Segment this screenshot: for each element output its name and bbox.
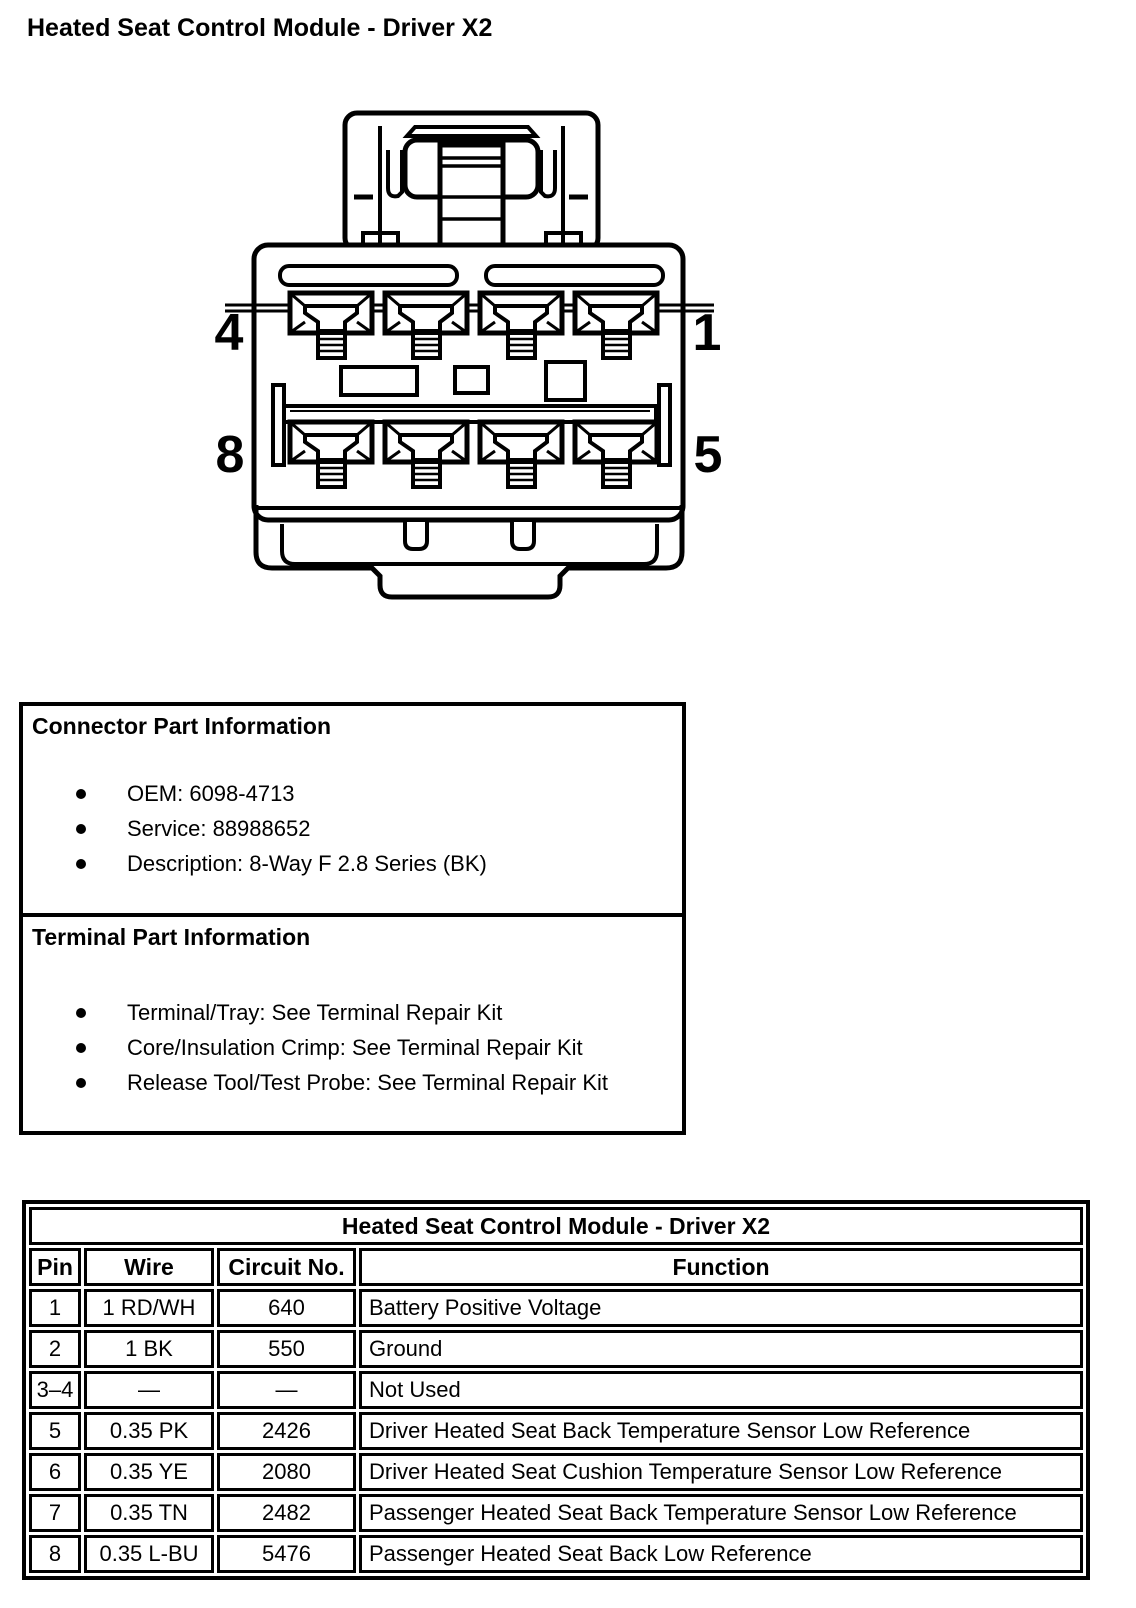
list-item: OEM: 6098-4713 bbox=[23, 776, 682, 811]
bullet-icon bbox=[76, 824, 86, 834]
bullet-icon bbox=[76, 1043, 86, 1053]
col-header-circuit: Circuit No. bbox=[217, 1248, 356, 1286]
connector-part-info-box bbox=[19, 702, 686, 917]
function-cell: Driver Heated Seat Back Temperature Sensor Low Reference bbox=[359, 1412, 1083, 1450]
bullet-icon bbox=[76, 859, 86, 869]
col-header-pin: Pin bbox=[29, 1248, 81, 1286]
circuit-cell: 550 bbox=[217, 1330, 356, 1368]
circuit-cell: 640 bbox=[217, 1289, 356, 1327]
part-information-panel bbox=[19, 702, 686, 1135]
pin-label-5: 5 bbox=[693, 426, 723, 484]
pin-cell: 8 bbox=[29, 1535, 81, 1573]
list-item: Release Tool/Test Probe: See Terminal Repair Kit bbox=[23, 1065, 682, 1100]
table-title-row bbox=[29, 1207, 1083, 1245]
circuit-cell: 5476 bbox=[217, 1535, 356, 1573]
function-cell: Passenger Heated Seat Back Temperature Sensor Low Reference bbox=[359, 1494, 1083, 1532]
pinout-table-section bbox=[22, 1200, 1090, 1580]
table-row bbox=[29, 1289, 1083, 1327]
wire-cell: 0.35 TN bbox=[84, 1494, 214, 1532]
terminal-part-info-box bbox=[19, 913, 686, 1135]
table-header-row bbox=[29, 1248, 1083, 1286]
circuit-cell: 2482 bbox=[217, 1494, 356, 1532]
pin-label-1: 1 bbox=[692, 304, 722, 362]
pin-cell: 7 bbox=[29, 1494, 81, 1532]
function-cell: Not Used bbox=[359, 1371, 1083, 1409]
list-item: Description: 8-Way F 2.8 Series (BK) bbox=[23, 846, 682, 881]
pin-cell: 6 bbox=[29, 1453, 81, 1491]
bullet-icon bbox=[76, 789, 86, 799]
list-item: Service: 88988652 bbox=[23, 811, 682, 846]
circuit-cell: 2426 bbox=[217, 1412, 356, 1450]
terminal-part-info-list bbox=[23, 995, 682, 1100]
pin-label-4: 4 bbox=[214, 304, 244, 362]
bullet-icon bbox=[76, 1008, 86, 1018]
connector-body bbox=[225, 245, 714, 520]
table-row bbox=[29, 1494, 1083, 1532]
col-header-wire: Wire bbox=[84, 1248, 214, 1286]
circuit-cell: 2080 bbox=[217, 1453, 356, 1491]
function-cell: Driver Heated Seat Cushion Temperature Sensor Low Reference bbox=[359, 1453, 1083, 1491]
pin-cell: 5 bbox=[29, 1412, 81, 1450]
table-row bbox=[29, 1453, 1083, 1491]
table-row bbox=[29, 1535, 1083, 1573]
pin-cell: 2 bbox=[29, 1330, 81, 1368]
table-row bbox=[29, 1371, 1083, 1409]
pin-cell: 3–4 bbox=[29, 1371, 81, 1409]
function-cell: Battery Positive Voltage bbox=[359, 1289, 1083, 1327]
pinout-table bbox=[22, 1200, 1090, 1580]
wire-cell: 1 RD/WH bbox=[84, 1289, 214, 1327]
circuit-cell: — bbox=[217, 1371, 356, 1409]
connector-diagram bbox=[180, 95, 730, 605]
wire-cell: 1 BK bbox=[84, 1330, 214, 1368]
list-item: Core/Insulation Crimp: See Terminal Repair Kit bbox=[23, 1030, 682, 1065]
wire-cell: 0.35 YE bbox=[84, 1453, 214, 1491]
pin-cell: 1 bbox=[29, 1289, 81, 1327]
function-cell: Ground bbox=[359, 1330, 1083, 1368]
terminal-part-info-heading: Terminal Part Information bbox=[32, 924, 311, 950]
connector-latch bbox=[345, 113, 598, 250]
wire-cell: 0.35 L-BU bbox=[84, 1535, 214, 1573]
list-item: Terminal/Tray: See Terminal Repair Kit bbox=[23, 995, 682, 1030]
pin-label-8: 8 bbox=[215, 426, 245, 484]
col-header-function: Function bbox=[359, 1248, 1083, 1286]
table-row bbox=[29, 1330, 1083, 1368]
function-cell: Passenger Heated Seat Back Low Reference bbox=[359, 1535, 1083, 1573]
bullet-icon bbox=[76, 1078, 86, 1088]
wire-cell: — bbox=[84, 1371, 214, 1409]
table-title: Heated Seat Control Module - Driver X2 bbox=[29, 1207, 1083, 1245]
table-row bbox=[29, 1412, 1083, 1450]
wire-cell: 0.35 PK bbox=[84, 1412, 214, 1450]
page-title: Heated Seat Control Module - Driver X2 bbox=[27, 14, 493, 42]
connector-part-info-heading: Connector Part Information bbox=[32, 713, 332, 739]
connector-part-info-list bbox=[23, 776, 682, 881]
